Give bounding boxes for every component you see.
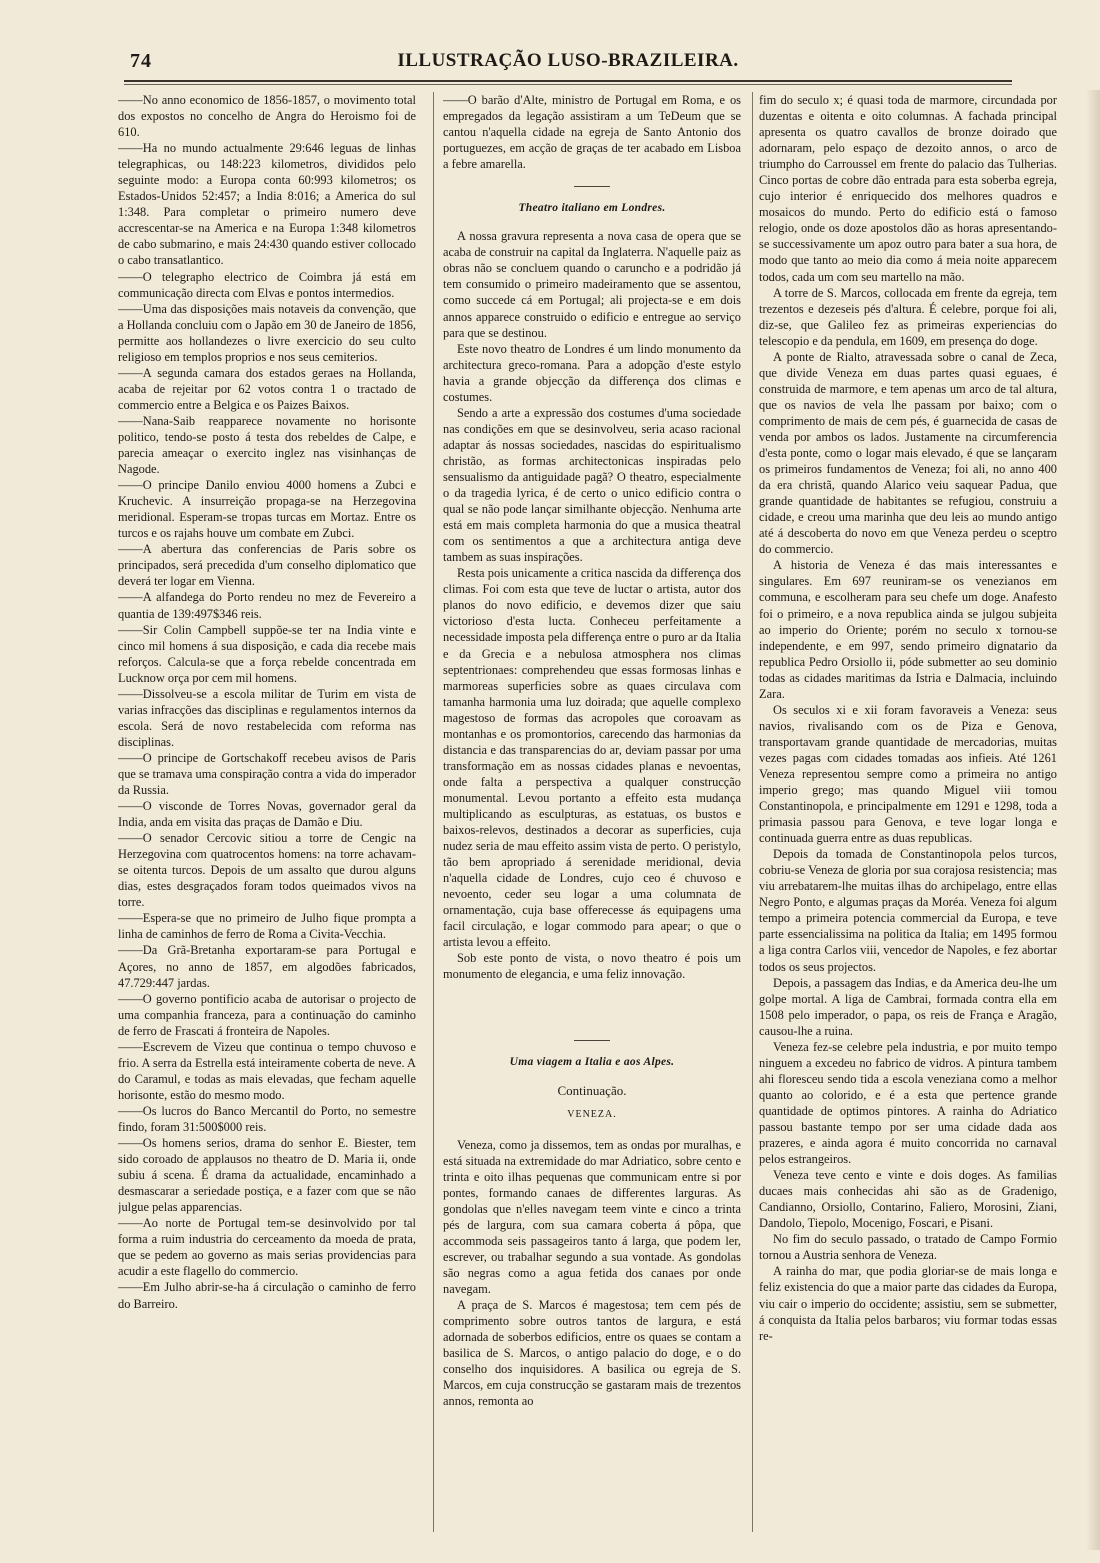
news-paragraph: ——O telegrapho electrico de Coimbra já está em communicação directa com Elvas e pontos intermedios. bbox=[118, 269, 416, 300]
article-paragraph: Veneza, como ja dissemos, tem as ondas por muralhas, e está situada na extremidade do mar Adriatico, sobre cento e trinta e oito ilhas pequenas que communicam entre si por pontes, formando canaes de differentes larguras. As gondolas que n'elles navegam teem vinte e cinco a trinta pés de largura, com sua camara coberta á pôpa, que accommoda seis passageiros tanto á larga, que podem ler, escrever, ou trabalhar segundo a sua vontade. As gondolas são negras como a agua fetida dos canaes por onde navegam. bbox=[443, 1137, 741, 1297]
article-paragraph: A torre de S. Marcos, collocada em frente da egreja, tem trezentos e dezeseis pés d'altura. É celebre, porque foi ali, diz-se, que Galileo fez as primeiras experiencias do telescopio e da pendula, em 1609, em presença do doge. bbox=[759, 285, 1057, 348]
article-paragraph: Os seculos xi e xii foram favoraveis a Veneza: seus navios, rivalisando com os de Piza e Genova, transportavam grande quantidade de mercadorias, muitas vezes pagas com cidades tomadas aos infieis. Até 1261 Veneza representou sempre como a primeira no antigo imperio grego; mas quando Miguel viii tomou Constantinopola, e principalmente em 1291 e 1298, toda a primasia passou para Genova, e teve logar longa e continuada guerra entre as duas republicas. bbox=[759, 702, 1057, 846]
article-paragraph: No fim do seculo passado, o tratado de Campo Formio tornou a Austria senhora de Veneza. bbox=[759, 1232, 1057, 1263]
column-divider bbox=[433, 92, 434, 1532]
subheading-venice: VENEZA. bbox=[567, 1108, 617, 1120]
news-paragraph: ——A alfandega do Porto rendeu no mez de Fevereiro a quantia de 139:497$346 reis. bbox=[118, 590, 416, 621]
news-paragraph: ——A abertura das conferencias de Paris sobre os principados, será precedida d'um conselho diplomatico que deverá ter logar em Vienna. bbox=[118, 542, 416, 589]
article-paragraph: A praça de S. Marcos é magestosa; tem cem pés de comprimento sobre outros tantos de largura, e está adornada de soberbos edificios, entre os quaes se contam a basilica de S. Marcos, o antigo palacio do doge, e o do conselho dos inquisidores. A basilica ou egreja de S. Marcos, em cuja construcção se gastaram mais de trezentos annos, remonta ao bbox=[443, 1298, 741, 1409]
column-venice-continued bbox=[759, 92, 1057, 1537]
section-separator bbox=[574, 186, 610, 187]
page-header bbox=[124, 48, 1012, 76]
article-paragraph: Resta pois unicamente a critica nascida da differença dos climas. Foi com esta que teve de luctar o artista, autor dos planos do novo edificio, e devemos dizer que saiu victorioso d'esta lucta. Conheceu perfeitamente a necessidade imposta pela differença entre o puro ar da Italia e da Grecia e a nebulosa atmosphera nos climas septentrionaes: comprehendeu que essas formosas linhas e marmoreas superficies sobre as quaes circulava com tamanha harmonia uma luz doirada; que aquelle complexo magestoso de formas das acropoles que coroavam as montanhas e os promontorios, carecendo das harmonias da distancia e das transparencias do ar, deviam passar por uma transformação em as nossas cidades planas e nevoentas, onde falta a perspectiva a qualquer construcção monumental. Levou portanto a effeito esta mudança multiplicando as esculpturas, as estatuas, os bustos e baixos-relevos, destinados a decorar as superficies, cuja nudez seria de mau effeito assim vista de perto. O peristylo, tão bem apropriado á serenidade meridional, devia n'aquella cidade de Londres, cujo ceo é chuvoso e nevoento, ceder seu logar a uma columnata de ornamentação, cuja base offerecesse ás equipagens uma facil circulação, e logar commodo para apear; o que o artista levou a effeito. bbox=[443, 566, 741, 950]
page-number: 74 bbox=[130, 50, 152, 72]
news-paragraph: ——Da Grã-Bretanha exportaram-se para Portugal e Açores, no anno de 1857, em algodões fabricados, 47.729:447 jardas. bbox=[118, 943, 416, 990]
header-rule-thin bbox=[124, 84, 1012, 85]
article-paragraph: Depois, a passagem das Indias, e da America deu-lhe um golpe mortal. A liga de Cambrai, formada contra ella em 1508 pelo imperador, o papa, os reis de França e Aragão, causou-lhe a ruina. bbox=[759, 975, 1057, 1038]
article-paragraph: Veneza teve cento e vinte e dois doges. As familias ducaes mais conhecidas ahi são as de Gradenigo, Candianno, Orsiollo, Contarino, Faliero, Morosini, Ziani, Dandolo, Tiepolo, Mocenigo, Foscari, e Pisani. bbox=[759, 1168, 1057, 1231]
section-separator bbox=[574, 1040, 610, 1041]
section-title-travel: Uma viagem a Italia e aos Alpes. bbox=[509, 1056, 675, 1069]
article-paragraph: A rainha do mar, que podia gloriar-se de mais longa e feliz existencia do que a maior parte das cidades da Europa, viu cair o imperio do occidente; assistiu, sem se submetter, á conquista da Italia pelos barbaros; viu formar todas essas re- bbox=[759, 1264, 1057, 1343]
news-paragraph: ——Sir Colin Campbell suppõe-se ter na India vinte e cinco mil homens á sua disposição, e cada dia recebe mais reforços. Calcula-se que a força rebelde concentrada em Lucknow orça por cem mil homens. bbox=[118, 622, 416, 685]
article-paragraph: Este novo theatro de Londres é um lindo monumento da architectura greco-romana. Para a adopção d'este estylo havia a grande objecção da differença dos climas e costumes. bbox=[443, 341, 741, 404]
article-paragraph: A historia de Veneza é das mais interessantes e singulares. Em 697 reuniram-se os venezianos em communa, e escolheram para seu chefe um doge. Anafesto foi o primeiro, e a nova republica ainda se julgou subjeita ao imperio do Oriente; porém no seculo x tornou-se independente, e em 997, sendo primeiro dignatario da republica Pedro Orsiollo ii, póde submetter ao seu dominio todas as cidades maritimas da Istria e Dalmacia, incluindo Zara. bbox=[759, 558, 1057, 701]
news-paragraph: ——No anno economico de 1856-1857, o movimento total dos expostos no concelho de Angra do Heroismo foi de 610. bbox=[118, 93, 416, 140]
column-articles bbox=[443, 92, 741, 1537]
news-paragraph: ——O senador Cercovic sitiou a torre de Cengic na Herzegovina com quatrocentos homens: na torre achavam-se oitenta turcos. Depois de um assalto que durou alguns dias, estes desgraçados foram todos queimados vivos na torre. bbox=[118, 831, 416, 910]
news-paragraph: ——Escrevem de Vizeu que continua o tempo chuvoso e frio. A serra da Estrella está inteiramente coberta de neve. A do Caramul, e todas as mais elevadas, que fecham aquelle horisonte, estão do mesmo modo. bbox=[118, 1039, 416, 1102]
news-paragraph: ——O principe de Gortschakoff recebeu avisos de Paris que se tramava uma conspiração contra a vida do imperador da Russia. bbox=[118, 750, 416, 798]
news-paragraph: ——Ha no mundo actualmente 29:646 leguas de linhas telegraphicas, ou 148:223 kilometros, divididos pelo seguinte modo: a Europa conta 60:993 kilometros; os Estados-Unidos 52:457; a India 8:016; a America do sul 1:348. Para completar o primeiro numero deve accrescentar-se na America e na Europa 1:348 kilometros de cabo submarino, e mais 24:430 quando estiver collocado o cabo transatlantico. bbox=[118, 141, 416, 268]
article-paragraph: fim do seculo x; é quasi toda de marmore, circundada por duzentas e oitenta e oito columnas. A fachada principal apresenta os quatro cavallos de bronze doirado que adornaram, pelo espaço de dezoito annos, o arco de triumpho do Carroussel em frente do palacio das Tulherias. Cinco portas de cobre dão entrada para esta soberba egreja, cujo interior é enriquecido dos melhores quadros e mosaicos do mundo. Perto do edificio está o famoso relogio, onde os doze apostolos dão as horas apresentando-se successivamente um apoz outro para bater a sua hora, de modo que tanto ao meio dia como á meia noite apparecem todos, cada um com seu martello na mão. bbox=[759, 93, 1057, 284]
article-paragraph: Veneza fez-se celebre pela industria, e por muito tempo ninguem a excedeu no fabrico de vidros. A pintura tambem ahi floresceu sendo tida a escola veneziana como a melhor quanto ao colorido, e é a esta que pertence grande quantidade de optimos pintores. A rainha do Adriatico passou bastante tempo por ser uma cidade dada aos prazeres, e ainda agora é muito concorrida no carnaval pelos estrangeiros. bbox=[759, 1039, 1057, 1167]
news-paragraph: ——Uma das disposições mais notaveis da convenção, que a Hollanda concluiu com o Japão em 30 de Janeiro de 1856, permitte aos hollandezes o livre exercicio do seu culto religioso em templos proprios e nos seus cemiterios. bbox=[118, 301, 416, 364]
news-paragraph: ——O visconde de Torres Novas, governador geral da India, anda em visita das praças de Damão e Diu. bbox=[118, 799, 416, 830]
news-paragraph: ——O principe Danilo enviou 4000 homens a Zubci e Kruchevic. A insurreição propaga-se na Herzegovina meridional. Esperam-se tropas turcas em Mortaz. Entre os turcos e os rajahs houve um combate em Zubci. bbox=[118, 478, 416, 541]
news-paragraph: ——Dissolveu-se a escola militar de Turim em vista de varias infracções das disciplinas e regulamentos internos da escola. Será de novo restabelecida com reforma nas disciplinas. bbox=[118, 686, 416, 749]
column-news-briefs bbox=[118, 92, 416, 1537]
header-rule bbox=[124, 80, 1012, 82]
news-paragraph: ——O barão d'Alte, ministro de Portugal em Roma, e os empregados da legação assistiram a um TeDeum que se cantou n'aquella cidade na egreja de Santo Antonio dos portuguezes, em acção de graças de ter acabado em Lisboa a febre amarella. bbox=[443, 93, 741, 172]
news-paragraph: ——Os lucros do Banco Mercantil do Porto, no semestre findo, foram 31:500$000 reis. bbox=[118, 1103, 416, 1134]
news-paragraph: ——Ao norte de Portugal tem-se desinvolvido por tal forma a ruim industria do cerceamento da moeda de prata, que se pedem ao governo as mais serias providencias para acudir a este flagello do commercio. bbox=[118, 1216, 416, 1279]
article-paragraph: Sob este ponto de vista, o novo theatro é pois um monumento de elegancia, e uma feliz innovação. bbox=[443, 951, 741, 982]
section-title-theatre: Theatro italiano em Londres. bbox=[518, 202, 666, 215]
continuation-label: Continuação. bbox=[557, 1082, 627, 1098]
column-divider bbox=[752, 92, 753, 1532]
news-paragraph: ——A segunda camara dos estados geraes na Hollanda, acaba de rejeitar por 62 votos contra 1 o tractado de commercio entre a Belgica e os Paizes Baixos. bbox=[118, 365, 416, 412]
news-paragraph: ——Em Julho abrir-se-ha á circulação o caminho de ferro do Barreiro. bbox=[118, 1280, 416, 1311]
page-edge-shadow bbox=[1086, 90, 1100, 1550]
news-paragraph: ——Espera-se que no primeiro de Julho fique prompta a linha de caminhos de ferro de Roma a Civita-Vecchia. bbox=[118, 911, 416, 942]
publication-title: ILLUSTRAÇÃO LUSO-BRAZILEIRA. bbox=[397, 50, 739, 71]
spacer bbox=[443, 982, 741, 1026]
article-paragraph: A ponte de Rialto, atravessada sobre o canal de Zeca, que divide Veneza em duas partes quasi eguaes, é construida de marmore, e tem apenas um arco de tal altura, que os navios de vela lhe passam por baixo; com o comprimento de mais de cem pés, é guarnecida de casas de venda por ambos os lados. Justamente na circumferencia d'esta ponte, como o logar mais elevado, é que se lançaram os primeiros fundamentos de Veneza; foi ali, no anno 400 da era christã, quando Alarico veiu saquear Padua, que grande quantidade de habitantes se refugiou, construiu a cidade, e creou uma marinha que deu leis ao mundo antigo até á descoberta do novo em que Veneza perdeu o sceptro do commercio. bbox=[759, 349, 1057, 557]
news-paragraph: ——Os homens serios, drama do senhor E. Biester, tem sido coroado de applausos no theatro de D. Maria ii, onde subiu á scena. É drama da actualidade, encaminhado a desmascarar a seriedade postiça, e a fazer com que se não julgue pelas apparencias. bbox=[118, 1136, 416, 1215]
article-paragraph: Depois da tomada de Constantinopola pelos turcos, cobriu-se Veneza de gloria por sua corajosa resistencia; mas viu arrebatarem-lhe muitas ilhas do archipelago, entre ellas Negro Ponto, e algumas praças da Moréa. Veneza foi algum tempo a primeira potencia commercial da Europa, e teve parte essencialissima na politica da Italia; em 1495 formou a liga contra Carlos viii, vencedor de Napoles, e fez abortar todos os seus projectos. bbox=[759, 847, 1057, 974]
article-paragraph: A nossa gravura representa a nova casa de opera que se acaba de construir na capital da Inglaterra. N'aquelle paiz as obras não se concluem quando o caruncho e a podridão já tem consumido o primeiro madeiramento que se assentou, como succede cá em Portugal; ali projecta-se e em dois annos apparece construido o edificio e entregue ao serviço para que se destinou. bbox=[443, 229, 741, 340]
news-paragraph: ——Nana-Saib reapparece novamente no horisonte politico, tendo-se posto á testa dos rebeldes de Calpe, e parecia ameaçar o exercito inglez nas visinhanças de Nagode. bbox=[118, 413, 416, 477]
article-paragraph: Sendo a arte a expressão dos costumes d'uma sociedade nas condições em que se desinvolveu, seria acaso racional adaptar ás nossas sociedades, nascidas do espiritualismo christão, as formas architectonicas inspiradas pelo sensualismo da antiguidade pagã? O theatro, especialmente o da tragedia lyrica, é de certo o unico edificio contra o qual se não pode lançar similhante objecção. Nenhuma arte está em mais completa harmonia do que a musica theatral com os sentimentos a que a architectura antiga deve tambem as suas inspirações. bbox=[443, 405, 741, 565]
news-paragraph: ——O governo pontificio acaba de autorisar o projecto de uma companhia franceza, para a continuação do caminho de ferro de Frascati á fronteira de Napoles. bbox=[118, 991, 416, 1038]
